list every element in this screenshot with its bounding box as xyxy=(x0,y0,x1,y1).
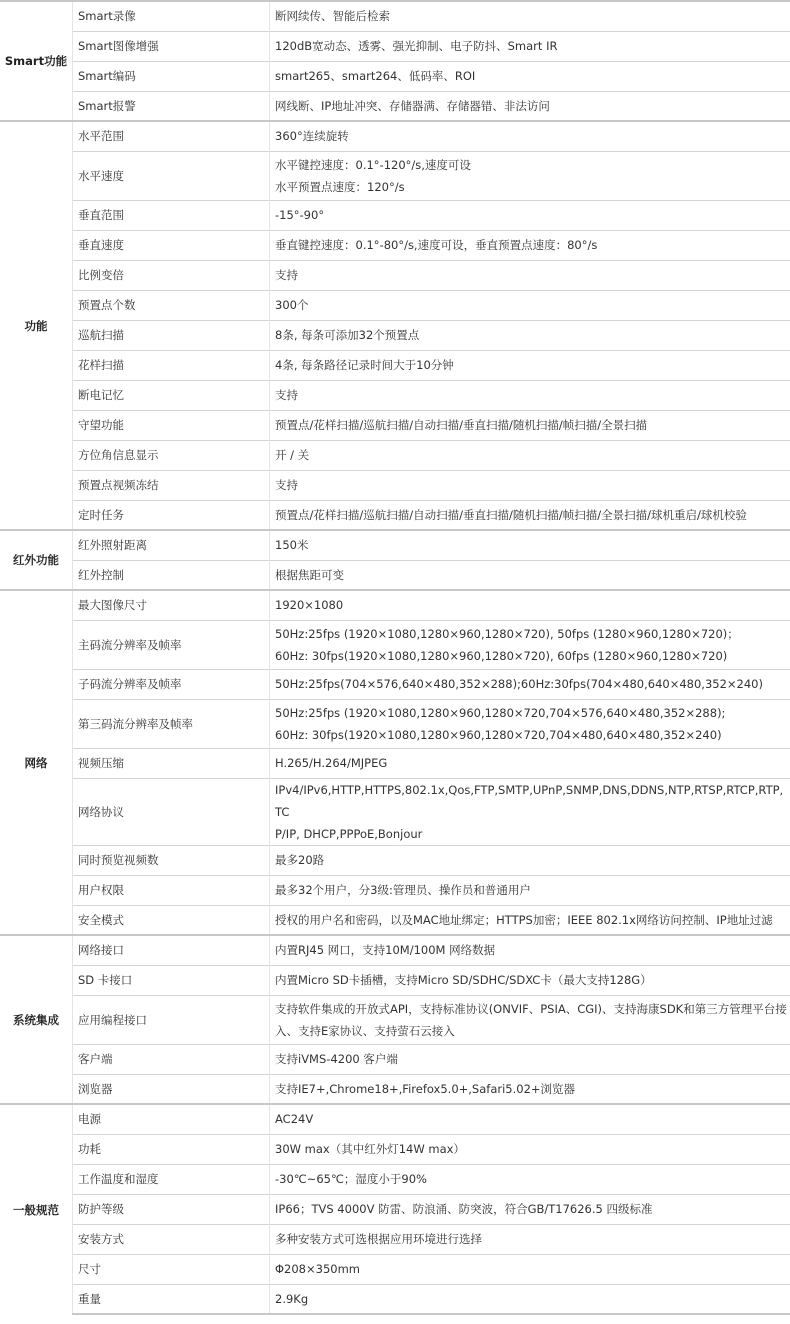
spec-row xyxy=(0,200,790,230)
spec-row xyxy=(0,1194,790,1224)
spec-row xyxy=(0,470,790,500)
param-value xyxy=(270,1104,790,1134)
value-line: AC24V xyxy=(275,1112,314,1127)
spec-row xyxy=(0,61,790,91)
param-value xyxy=(270,620,790,669)
param-name: 防护等级 xyxy=(73,1194,270,1224)
param-value xyxy=(270,151,790,200)
category-label: 系统集成 xyxy=(0,935,73,1104)
value-line: 支持 xyxy=(275,268,298,282)
param-name: Smart录像 xyxy=(73,1,270,31)
param-value xyxy=(270,935,790,965)
spec-row xyxy=(0,290,790,320)
param-name: SD 卡接口 xyxy=(73,965,270,995)
param-value xyxy=(270,1,790,31)
value-line: 预置点/花样扫描/巡航扫描/自动扫描/垂直扫描/随机扫描/帧扫描/全景扫描 xyxy=(275,418,648,432)
value-line: -30℃~65℃；湿度小于90% xyxy=(275,1172,427,1186)
param-value xyxy=(270,748,790,778)
value-line: 支持软件集成的开放式API，支持标准协议(ONVIF、PSIA、CGI)、支持海康SDK和第三方管理平台接 xyxy=(275,1001,787,1016)
param-value xyxy=(270,1164,790,1194)
param-value xyxy=(270,995,790,1044)
param-name: 电源 xyxy=(73,1104,270,1134)
value-line: 8条, 每条可添加32个预置点 xyxy=(275,328,420,342)
spec-row xyxy=(0,590,790,620)
value-line: IPv4/IPv6,HTTP,HTTPS,802.1x,Qos,FTP,SMTP,UPnP,SNMP,DNS,DDNS,NTP,RTSP,RTCP,RTP,TC xyxy=(275,782,784,819)
param-value xyxy=(270,91,790,121)
param-name: 浏览器 xyxy=(73,1074,270,1104)
param-name: 视频压缩 xyxy=(73,748,270,778)
param-value xyxy=(270,875,790,905)
value-line: 开 / 关 xyxy=(275,448,310,462)
param-name: 红外控制 xyxy=(73,560,270,590)
param-name: 最大图像尺寸 xyxy=(73,590,270,620)
param-name: 子码流分辨率及帧率 xyxy=(73,669,270,699)
param-name: 主码流分辨率及帧率 xyxy=(73,620,270,669)
spec-row xyxy=(0,320,790,350)
value-line: 水平键控速度：0.1°-120°/s,速度可设 xyxy=(275,157,471,172)
value-line: IP66；TVS 4000V 防雷、防浪涌、防突波，符合GB/T17626.5 四级标准 xyxy=(275,1202,653,1216)
value-line: 2.9Kg xyxy=(275,1291,309,1306)
param-value xyxy=(270,260,790,290)
param-value xyxy=(270,440,790,470)
param-name: 预置点个数 xyxy=(73,290,270,320)
param-value xyxy=(270,1044,790,1074)
spec-row xyxy=(0,260,790,290)
param-value xyxy=(270,1074,790,1104)
value-line: 150米 xyxy=(275,538,309,553)
param-name: 断电记忆 xyxy=(73,380,270,410)
value-line: H.265/H.264/MJPEG xyxy=(275,756,388,770)
spec-row xyxy=(0,905,790,935)
param-value xyxy=(270,500,790,530)
param-value xyxy=(270,905,790,935)
spec-row xyxy=(0,151,790,200)
value-line: 内置Micro SD卡插槽，支持Micro SD/SDHC/SDXC卡（最大支持128G） xyxy=(275,973,652,987)
spec-table-body xyxy=(0,1,790,1314)
value-line: 支持IE7+,Chrome18+,Firefox5.0+,Safari5.02+浏览器 xyxy=(275,1081,576,1096)
param-value xyxy=(270,1224,790,1254)
value-line: 预置点/花样扫描/巡航扫描/自动扫描/垂直扫描/随机扫描/帧扫描/全景扫描/球机重启/球机校验 xyxy=(275,507,747,522)
param-value xyxy=(270,699,790,748)
param-name: 水平范围 xyxy=(73,121,270,151)
category-label: Smart功能 xyxy=(0,1,73,121)
spec-row xyxy=(0,995,790,1044)
value-line: 50Hz:25fps(704×576,640×480,352×288);60Hz:30fps(704×480,640×480,352×240) xyxy=(275,677,763,691)
param-name: Smart编码 xyxy=(73,61,270,91)
param-value xyxy=(270,200,790,230)
param-value xyxy=(270,470,790,500)
spec-row xyxy=(0,620,790,669)
value-line: 根据焦距可变 xyxy=(275,567,344,582)
spec-row xyxy=(0,699,790,748)
value-line: 最多32个用户，分3级:管理员、操作员和普通用户 xyxy=(275,883,531,897)
param-name: 花样扫描 xyxy=(73,350,270,380)
param-name: 尺寸 xyxy=(73,1254,270,1284)
value-line: 入、支持E家协议、支持萤石云接入 xyxy=(275,1023,455,1038)
param-value xyxy=(270,1284,790,1314)
param-name: 同时预览视频数 xyxy=(73,845,270,875)
param-value xyxy=(270,590,790,620)
value-line: 360°连续旋转 xyxy=(275,129,349,144)
spec-row xyxy=(0,1224,790,1254)
param-name: 巡航扫描 xyxy=(73,320,270,350)
param-name: 垂直范围 xyxy=(73,200,270,230)
value-line: 垂直键控速度：0.1°-80°/s,速度可设，垂直预置点速度：80°/s xyxy=(275,238,598,252)
param-name: 用户权限 xyxy=(73,875,270,905)
param-value xyxy=(270,290,790,320)
param-name: 安装方式 xyxy=(73,1224,270,1254)
spec-row xyxy=(0,350,790,380)
value-line: 水平预置点速度：120°/s xyxy=(275,179,405,194)
param-name: 预置点视频冻结 xyxy=(73,470,270,500)
param-value xyxy=(270,845,790,875)
value-line: smart265、smart264、低码率、ROI xyxy=(275,69,476,83)
spec-row xyxy=(0,1044,790,1074)
value-line: P/IP, DHCP,PPPoE,Bonjour xyxy=(275,826,423,841)
spec-row xyxy=(0,1134,790,1164)
param-value xyxy=(270,410,790,440)
param-name: Smart图像增强 xyxy=(73,31,270,61)
spec-row xyxy=(0,1074,790,1104)
value-line: 50Hz:25fps (1920×1080,1280×960,1280×720,704×576,640×480,352×288); xyxy=(275,705,726,720)
param-name: 应用编程接口 xyxy=(73,995,270,1044)
param-name: 第三码流分辨率及帧率 xyxy=(73,699,270,748)
value-line: 300个 xyxy=(275,298,309,312)
spec-row xyxy=(0,500,790,530)
value-line: Φ208×350mm xyxy=(275,1262,360,1276)
spec-row xyxy=(0,1164,790,1194)
param-name: 定时任务 xyxy=(73,500,270,530)
value-line: 授权的用户名和密码，以及MAC地址绑定；HTTPS加密；IEEE 802.1x网络访问控制、IP地址过滤 xyxy=(275,912,773,927)
spec-row xyxy=(0,1284,790,1314)
param-name: 安全模式 xyxy=(73,905,270,935)
param-value xyxy=(270,350,790,380)
spec-row xyxy=(0,965,790,995)
param-name: 守望功能 xyxy=(73,410,270,440)
value-line: 多种安装方式可选根据应用环境进行选择 xyxy=(275,1232,482,1246)
param-value xyxy=(270,380,790,410)
value-line: -15°-90° xyxy=(275,208,325,222)
value-line: 30W max（其中红外灯14W max） xyxy=(275,1142,465,1156)
spec-row xyxy=(0,669,790,699)
value-line: 1920×1080 xyxy=(275,598,344,613)
param-name: Smart报警 xyxy=(73,91,270,121)
spec-row xyxy=(0,230,790,260)
category-label: 一般规范 xyxy=(0,1104,73,1314)
param-value xyxy=(270,1194,790,1224)
spec-row xyxy=(0,91,790,121)
value-line: 网线断、IP地址冲突、存储器满、存储器错、非法访问 xyxy=(275,98,550,113)
param-name: 方位角信息显示 xyxy=(73,440,270,470)
spec-row xyxy=(0,530,790,560)
param-name: 网络接口 xyxy=(73,935,270,965)
value-line: 支持 xyxy=(275,478,298,492)
spec-row xyxy=(0,1,790,31)
spec-row xyxy=(0,1104,790,1134)
spec-row xyxy=(0,121,790,151)
value-line: 断网续传、智能后检索 xyxy=(275,9,390,24)
category-label: 红外功能 xyxy=(0,530,73,590)
spec-row xyxy=(0,748,790,778)
spec-row xyxy=(0,778,790,845)
value-line: 120dB宽动态、透雾、强光抑制、电子防抖、Smart IR xyxy=(275,39,558,53)
param-name: 红外照射距离 xyxy=(73,530,270,560)
value-line: 内置RJ45 网口，支持10M/100M 网络数据 xyxy=(275,943,496,958)
param-value xyxy=(270,1134,790,1164)
param-value xyxy=(270,965,790,995)
param-name: 比例变倍 xyxy=(73,260,270,290)
spec-row xyxy=(0,410,790,440)
value-line: 4条, 每条路径记录时间大于10分钟 xyxy=(275,358,454,372)
value-line: 50Hz:25fps (1920×1080,1280×960,1280×720), 50fps (1280×960,1280×720)； xyxy=(275,626,739,641)
value-line: 60Hz: 30fps(1920×1080,1280×960,1280×720,704×480,640×480,352×240) xyxy=(275,727,722,742)
param-name: 垂直速度 xyxy=(73,230,270,260)
value-line: 60Hz: 30fps(1920×1080,1280×960,1280×720), 60fps (1280×960,1280×720) xyxy=(275,648,728,663)
category-label: 功能 xyxy=(0,121,73,530)
param-name: 网络协议 xyxy=(73,778,270,845)
spec-row xyxy=(0,440,790,470)
spec-row xyxy=(0,875,790,905)
spec-row xyxy=(0,935,790,965)
value-line: 最多20路 xyxy=(275,853,325,867)
spec-row xyxy=(0,1254,790,1284)
param-value xyxy=(270,778,790,845)
param-name: 客户端 xyxy=(73,1044,270,1074)
param-name: 水平速度 xyxy=(73,151,270,200)
param-value xyxy=(270,121,790,151)
param-value xyxy=(270,61,790,91)
param-value xyxy=(270,530,790,560)
spec-row xyxy=(0,31,790,61)
spec-row xyxy=(0,380,790,410)
param-value xyxy=(270,1254,790,1284)
param-name: 功耗 xyxy=(73,1134,270,1164)
param-value xyxy=(270,560,790,590)
spec-row xyxy=(0,845,790,875)
param-value xyxy=(270,31,790,61)
param-name: 重量 xyxy=(73,1284,270,1314)
param-value xyxy=(270,320,790,350)
param-value xyxy=(270,669,790,699)
spec-row xyxy=(0,560,790,590)
param-value xyxy=(270,230,790,260)
value-line: 支持iVMS-4200 客户端 xyxy=(275,1052,398,1066)
value-line: 支持 xyxy=(275,388,298,402)
category-label: 网络 xyxy=(0,590,73,935)
param-name: 工作温度和湿度 xyxy=(73,1164,270,1194)
